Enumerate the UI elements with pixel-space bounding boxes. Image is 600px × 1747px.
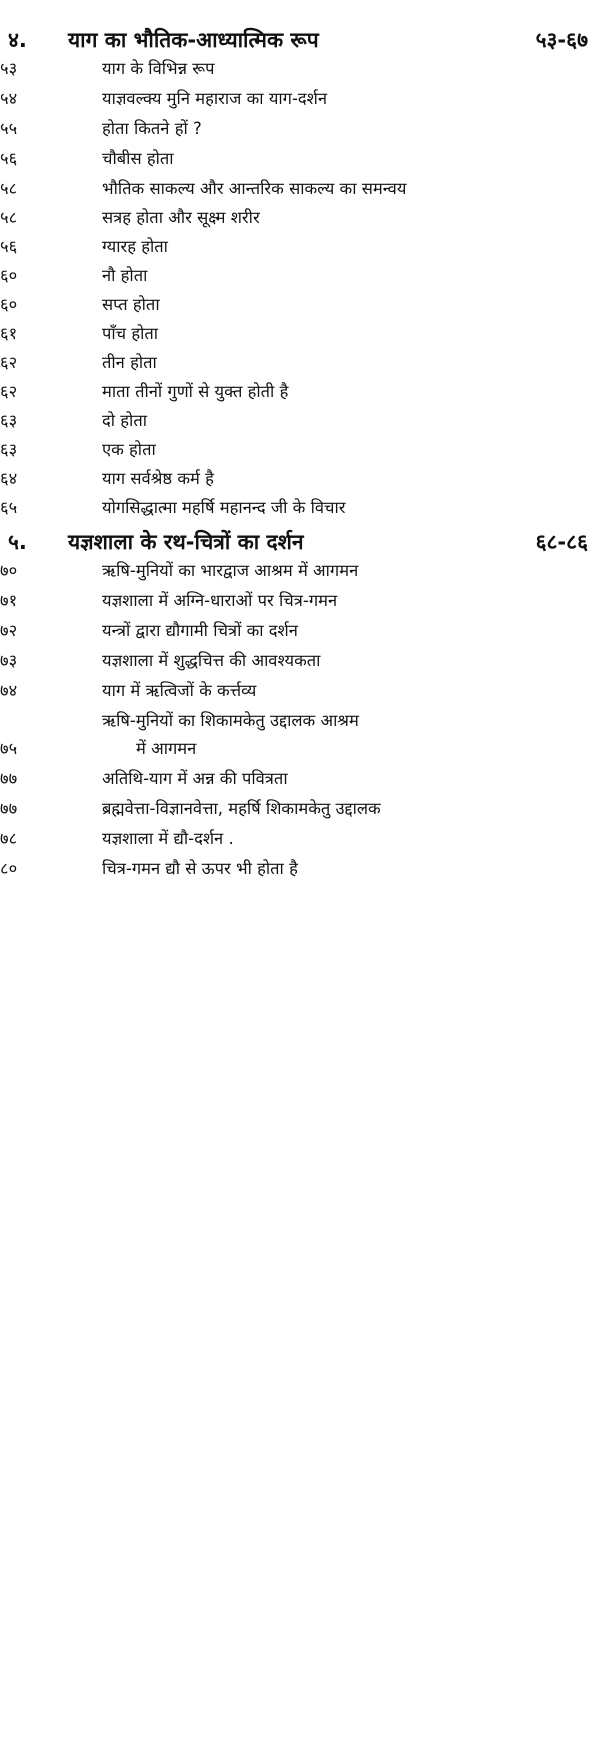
entry-title: यज्ञशाला में द्यौ-दर्शन . — [102, 829, 234, 848]
chapter-page-range: ५३-६७ — [535, 28, 588, 52]
entry-page: ६० — [0, 295, 18, 314]
entry-page: ५८ — [0, 208, 18, 227]
entry-page: ७७ — [0, 799, 18, 818]
chapter-title: याग का भौतिक-आध्यात्मिक रूप — [68, 28, 319, 52]
entry-page: ६० — [0, 266, 18, 285]
entry-title: नौ होता — [102, 266, 148, 285]
entry-title: तीन होता — [102, 353, 157, 372]
entry-page: ६२ — [0, 382, 18, 401]
entry-title: ब्रह्मवेत्ता-विज्ञानवेत्ता, महर्षि शिकामकेतु उद्दालक — [102, 799, 381, 818]
entry-page: ६१ — [0, 324, 18, 343]
entry-title: चौबीस होता — [102, 149, 174, 168]
entry-page: ५६ — [0, 237, 18, 256]
entry-title: एक होता — [102, 440, 156, 459]
entry-page: ८० — [0, 859, 18, 878]
entry-page: ७७ — [0, 769, 18, 788]
entry-page: ५८ — [0, 179, 18, 198]
entry-page: ५४ — [0, 89, 18, 108]
chapter-heading — [0, 528, 600, 556]
entry-title: में आगमन — [136, 739, 197, 758]
entry-title: भौतिक साकल्य और आन्तरिक साकल्य का समन्वय — [102, 179, 407, 198]
entry-title: ऋषि-मुनियों का शिकामकेतु उद्दालक आश्रम — [102, 711, 359, 730]
entry-title: यज्ञशाला में अग्नि-धाराओं पर चित्र-गमन — [102, 591, 338, 610]
entry-title: सप्त होता — [102, 295, 160, 314]
entry-page: ५६ — [0, 149, 18, 168]
entry-page: ५५ — [0, 119, 18, 138]
entry-page: ७० — [0, 561, 18, 580]
entry-page: ५३ — [0, 59, 18, 78]
entry-title: माता तीनों गुणों से युक्त होती है — [102, 382, 289, 401]
entry-page: ६३ — [0, 411, 18, 430]
chapter-page-range: ६८-८६ — [535, 530, 588, 554]
entry-title: चित्र-गमन द्यौ से ऊपर भी होता है — [102, 859, 298, 878]
entry-title: याग के विभिन्न रूप — [102, 59, 215, 78]
entry-page: ६२ — [0, 353, 18, 372]
entry-title: याज्ञवल्क्य मुनि महाराज का याग-दर्शन — [102, 89, 328, 108]
entry-page: ७३ — [0, 651, 18, 670]
entry-page: ६३ — [0, 440, 18, 459]
chapter-number: ४. — [8, 28, 27, 52]
chapter-title: यज्ञशाला के रथ-चित्रों का दर्शन — [68, 530, 304, 554]
entry-title: यन्त्रों द्वारा द्यौगामी चित्रों का दर्शन — [102, 621, 298, 640]
entry-title: अतिथि-याग में अन्न की पवित्रता — [102, 769, 288, 788]
chapter-heading — [0, 26, 600, 54]
entry-title: होता कितने हों ? — [102, 119, 202, 138]
entry-title: ग्यारह होता — [102, 237, 168, 256]
entry-title: सत्रह होता और सूक्ष्म शरीर — [102, 208, 260, 227]
entry-title: योगसिद्धात्मा महर्षि महानन्द जी के विचार — [102, 498, 346, 517]
entry-page: ६४ — [0, 469, 18, 488]
entry-title: ऋषि-मुनियों का भारद्वाज आश्रम में आगमन — [102, 561, 359, 580]
entry-page: ७८ — [0, 829, 18, 848]
chapter-number: ५. — [8, 530, 27, 554]
entry-title: दो होता — [102, 411, 147, 430]
entry-page: ७२ — [0, 621, 18, 640]
entry-title: यज्ञशाला में शुद्धचित्त की आवश्यकता — [102, 651, 321, 670]
entry-title: पाँच होता — [102, 324, 159, 343]
entry-page: ७५ — [0, 739, 18, 758]
entry-title: याग में ऋत्विजों के कर्त्तव्य — [102, 681, 257, 700]
entry-page: ७४ — [0, 681, 18, 700]
entry-title: याग सर्वश्रेष्ठ कर्म है — [102, 469, 214, 488]
entry-page: ६५ — [0, 498, 18, 517]
entry-page: ७१ — [0, 591, 18, 610]
